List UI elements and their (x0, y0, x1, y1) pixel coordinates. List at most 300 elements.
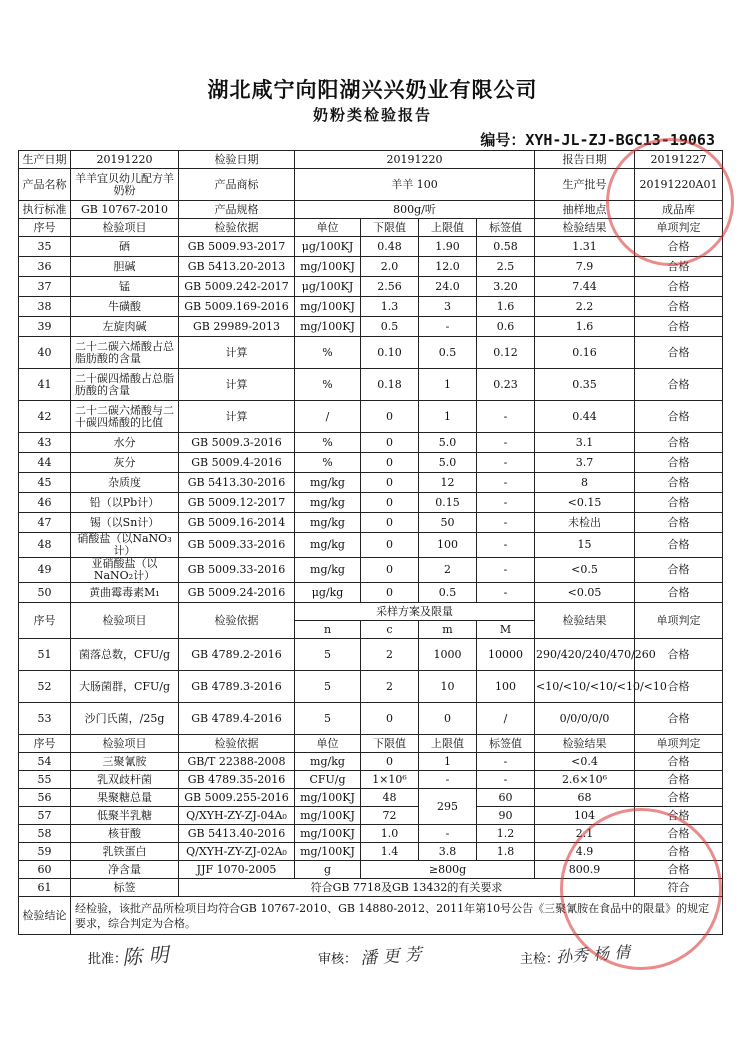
column-header: 检验结果 (535, 735, 635, 753)
table-cell: mg/100KJ (295, 807, 361, 825)
table-cell: 44 (19, 453, 71, 473)
table-cell: 10 (419, 671, 477, 703)
table-cell: 3.20 (477, 277, 535, 297)
table-cell: 49 (19, 558, 71, 583)
table-row (19, 558, 723, 583)
table-cell: 1.6 (535, 317, 635, 337)
table-row (19, 401, 723, 433)
table-cell: GB 5009.4-2016 (179, 453, 295, 473)
approve-signature: 陈 明 (121, 942, 170, 970)
table-cell: GB 4789.2-2016 (179, 639, 295, 671)
table-cell: / (477, 703, 535, 735)
table-cell: - (477, 513, 535, 533)
table-cell: 合格 (635, 583, 723, 603)
table-cell: 5.0 (419, 433, 477, 453)
table-row (19, 753, 723, 771)
table-cell: 100 (419, 533, 477, 558)
table-cell: 2.0 (361, 257, 419, 277)
column-header: 单项判定 (635, 603, 723, 639)
table-cell: 锰 (71, 277, 179, 297)
table-cell: 4.9 (535, 843, 635, 861)
table-cell: 104 (535, 807, 635, 825)
table-row (19, 317, 723, 337)
column-header: 上限值 (419, 735, 477, 753)
table-cell: 41 (19, 369, 71, 401)
table-cell: 47 (19, 513, 71, 533)
column-header: 下限值 (361, 219, 419, 237)
company-title: 湖北咸宁向阳湖兴兴奶业有限公司 (207, 77, 538, 102)
table-cell: 37 (19, 277, 71, 297)
table-cell: 计算 (179, 369, 295, 401)
table-cell: 7.9 (535, 257, 635, 277)
table-cell: 48 (361, 789, 419, 807)
table-cell: / (295, 401, 361, 433)
table-cell: 合格 (635, 639, 723, 671)
table-cell: 合格 (635, 257, 723, 277)
table-cell: g (295, 861, 361, 879)
table-cell: 0 (361, 558, 419, 583)
table-cell: GB 5009.24-2016 (179, 583, 295, 603)
table-cell: 0.16 (535, 337, 635, 369)
table-cell: <0.4 (535, 753, 635, 771)
table-cell: <0.15 (535, 493, 635, 513)
table-cell: 3.8 (419, 843, 477, 861)
table-cell: 1.90 (419, 237, 477, 257)
table-cell: GB 5009.93-2017 (179, 237, 295, 257)
table-row (19, 257, 723, 277)
table-cell: GB 4789.35-2016 (179, 771, 295, 789)
table-cell: 合格 (635, 493, 723, 513)
column-header: 检验结果 (535, 219, 635, 237)
column-header: 检验结果 (535, 603, 635, 639)
info-value: 20191220 (71, 151, 179, 169)
table-cell: 2.1 (535, 825, 635, 843)
table-cell: 合格 (635, 337, 723, 369)
table-row (19, 277, 723, 297)
table-cell: - (477, 583, 535, 603)
table-cell: GB/T 22388-2008 (179, 753, 295, 771)
table-cell: 硒 (71, 237, 179, 257)
table-cell: 42 (19, 401, 71, 433)
table-cell: 合格 (635, 433, 723, 453)
table-cell: 39 (19, 317, 71, 337)
info-label: 检验日期 (179, 151, 295, 169)
table-cell: <0.5 (535, 558, 635, 583)
table-cell: 合格 (635, 453, 723, 473)
table-row (19, 453, 723, 473)
table-cell: mg/100KJ (295, 789, 361, 807)
table-cell: 0.5 (361, 317, 419, 337)
table-row (19, 771, 723, 789)
column-header: 检验依据 (179, 603, 295, 639)
table-cell: 0.35 (535, 369, 635, 401)
table-cell: 52 (19, 671, 71, 703)
table-cell: 净含量 (71, 861, 179, 879)
report-title: 奶粉类检验报告 (312, 106, 432, 124)
report-number: 编号：XYH-JL-ZJ-BGC13-19063 (480, 131, 715, 149)
column-header: 采样方案及限量 (295, 603, 535, 621)
column-header: 序号 (19, 735, 71, 753)
table-cell: 乳双歧杆菌 (71, 771, 179, 789)
inspect-label: 主检： (520, 952, 560, 967)
table-row (19, 583, 723, 603)
table-cell: 295 (419, 789, 477, 825)
table-cell: - (477, 753, 535, 771)
table-cell: 800.9 (535, 861, 635, 879)
table-cell: 1.4 (361, 843, 419, 861)
table-cell: 2.2 (535, 297, 635, 317)
table-cell: GB 5009.255-2016 (179, 789, 295, 807)
inspect-signature: 孙秀 杨 倩 (555, 942, 631, 967)
table-cell: GB 5413.20-2013 (179, 257, 295, 277)
table-cell: - (477, 453, 535, 473)
table-cell: mg/100KJ (295, 257, 361, 277)
table-cell: - (477, 401, 535, 433)
info-value: GB 10767-2010 (71, 201, 179, 219)
info-value: 羊羊 100 (295, 169, 535, 201)
table-cell: Q/XYH-ZY-ZJ-04A₀ (179, 807, 295, 825)
table-cell: 7.44 (535, 277, 635, 297)
table-cell: 48 (19, 533, 71, 558)
table-cell: ≥800g (361, 861, 535, 879)
table-cell: - (419, 771, 477, 789)
table-cell: 0 (361, 401, 419, 433)
table-cell: 0 (361, 753, 419, 771)
table-cell: mg/100KJ (295, 843, 361, 861)
table-cell: mg/100KJ (295, 297, 361, 317)
table-cell: mg/kg (295, 533, 361, 558)
table-cell: 0 (361, 513, 419, 533)
conclusion-label: 检验结论 (19, 897, 71, 935)
table-cell: 100 (477, 671, 535, 703)
table-cell: 60 (19, 861, 71, 879)
table-cell: 锡（以Sn计） (71, 513, 179, 533)
table-cell: 1.0 (361, 825, 419, 843)
column-header: n (295, 621, 361, 639)
table-row (19, 369, 723, 401)
table-cell: 59 (19, 843, 71, 861)
table-cell: 沙门氏菌，/25g (71, 703, 179, 735)
table-cell: 低聚半乳糖 (71, 807, 179, 825)
table-cell: - (477, 771, 535, 789)
table-cell: mg/kg (295, 558, 361, 583)
table-row (19, 513, 723, 533)
table-cell: 0.18 (361, 369, 419, 401)
table-cell: 1.6 (477, 297, 535, 317)
review-signature: 潘 更 芳 (359, 944, 423, 970)
table-cell: 2 (361, 639, 419, 671)
table-cell: 38 (19, 297, 71, 317)
table-cell: 果聚糖总量 (71, 789, 179, 807)
table-cell: 2 (419, 558, 477, 583)
table-cell: 1.2 (477, 825, 535, 843)
table-cell: 未检出 (535, 513, 635, 533)
table-cell: 54 (19, 753, 71, 771)
column-header: 检验项目 (71, 219, 179, 237)
table-cell: GB 5009.169-2016 (179, 297, 295, 317)
column-header: 检验项目 (71, 603, 179, 639)
table-cell: 0/0/0/0/0 (535, 703, 635, 735)
table-cell: 2 (361, 671, 419, 703)
column-header: 检验项目 (71, 735, 179, 753)
table-cell: 符合 (635, 879, 723, 897)
table-cell: 57 (19, 807, 71, 825)
table-cell: - (419, 825, 477, 843)
table-cell: 40 (19, 337, 71, 369)
table-cell: mg/kg (295, 753, 361, 771)
table-cell: - (419, 317, 477, 337)
table-cell: 53 (19, 703, 71, 735)
table-row (19, 789, 723, 807)
table-cell: 符合GB 7718及GB 13432的有关要求 (179, 879, 635, 897)
table-cell: - (477, 473, 535, 493)
table-cell: 0 (419, 703, 477, 735)
table-cell: 50 (419, 513, 477, 533)
table-cell: 合格 (635, 753, 723, 771)
table-cell: 合格 (635, 473, 723, 493)
table-cell: GB 5009.16-2014 (179, 513, 295, 533)
column-header: c (361, 621, 419, 639)
table-cell: 0.6 (477, 317, 535, 337)
table-cell: 0.5 (419, 583, 477, 603)
table-cell: mg/100KJ (295, 317, 361, 337)
table-cell: 胆碱 (71, 257, 179, 277)
table-cell: 合格 (635, 825, 723, 843)
table-cell: 12 (419, 473, 477, 493)
table-cell: 0.58 (477, 237, 535, 257)
table-cell: 杂质度 (71, 473, 179, 493)
table-cell: Q/XYH-ZY-ZJ-02A₀ (179, 843, 295, 861)
info-value: 20191220A01 (635, 169, 723, 201)
table-cell: GB 5009.242-2017 (179, 277, 295, 297)
table-cell: 46 (19, 493, 71, 513)
info-value: 20191227 (635, 151, 723, 169)
table-cell: 2.56 (361, 277, 419, 297)
table-cell: mg/kg (295, 513, 361, 533)
table-cell: 3.1 (535, 433, 635, 453)
micro-header-row (19, 603, 723, 621)
table-cell: 61 (19, 879, 71, 897)
table-cell: 亚硝酸盐（以NaNO₂计） (71, 558, 179, 583)
table-cell: 0.12 (477, 337, 535, 369)
table-row (19, 533, 723, 558)
table-cell: 0 (361, 533, 419, 558)
table-cell: 45 (19, 473, 71, 493)
table-row (19, 473, 723, 493)
table-cell: 2.6×10⁶ (535, 771, 635, 789)
table-cell: 1 (419, 369, 477, 401)
table-cell: 56 (19, 789, 71, 807)
column-header: 单项判定 (635, 735, 723, 753)
info-label: 产品商标 (179, 169, 295, 201)
table-cell: 12.0 (419, 257, 477, 277)
column-header: m (419, 621, 477, 639)
table-cell: 10000 (477, 639, 535, 671)
table-cell: - (477, 493, 535, 513)
info-label: 生产日期 (19, 151, 71, 169)
column-header: 检验依据 (179, 735, 295, 753)
table-cell: 1.3 (361, 297, 419, 317)
table-cell: 二十碳四烯酸占总脂肪酸的含量 (71, 369, 179, 401)
table-cell: 5.0 (419, 453, 477, 473)
column-header: 上限值 (419, 219, 477, 237)
table-cell: 90 (477, 807, 535, 825)
table-cell: 0.5 (419, 337, 477, 369)
table-cell: 合格 (635, 861, 723, 879)
table-cell: 2.5 (477, 257, 535, 277)
table-cell: <0.05 (535, 583, 635, 603)
info-label: 生产批号 (535, 169, 635, 201)
table-cell: % (295, 453, 361, 473)
micro-row (19, 639, 723, 671)
table-cell: GB 5413.40-2016 (179, 825, 295, 843)
table-cell: 菌落总数，CFU/g (71, 639, 179, 671)
column-header: 单项判定 (635, 219, 723, 237)
table-cell: % (295, 337, 361, 369)
table-cell: GB 5009.3-2016 (179, 433, 295, 453)
table-cell: 15 (535, 533, 635, 558)
table-cell: 51 (19, 639, 71, 671)
table-cell: 0.44 (535, 401, 635, 433)
info-value: 20191220 (295, 151, 535, 169)
table-cell: 硝酸盐（以NaNO₃计） (71, 533, 179, 558)
table-cell: 3 (419, 297, 477, 317)
table-cell: 黄曲霉毒素M₁ (71, 583, 179, 603)
info-value: 成品库 (635, 201, 723, 219)
red-seal-stamp (560, 808, 722, 970)
column-header: 单位 (295, 219, 361, 237)
table-cell: 1 (419, 753, 477, 771)
table-cell: 水分 (71, 433, 179, 453)
table-cell: 合格 (635, 807, 723, 825)
info-label: 执行标准 (19, 201, 71, 219)
table-cell: 大肠菌群，CFU/g (71, 671, 179, 703)
table-cell: 0.15 (419, 493, 477, 513)
table-cell: JJF 1070-2005 (179, 861, 295, 879)
table-cell: 核苷酸 (71, 825, 179, 843)
column-header: 下限值 (361, 735, 419, 753)
red-seal-stamp (606, 138, 734, 266)
table-cell: % (295, 433, 361, 453)
conclusion-text: 经检验，该批产品所检项目均符合GB 10767-2010、GB 14880-2012、2011年第10号公告《三聚氰胺在食品中的限量》的规定要求，综合判定为合格。 (71, 897, 723, 935)
table-cell: 合格 (635, 533, 723, 558)
table-cell: 合格 (635, 237, 723, 257)
info-label: 抽样地点 (535, 201, 635, 219)
column-header: 检验依据 (179, 219, 295, 237)
table-cell: 0 (361, 703, 419, 735)
table-cell: GB 5413.30-2016 (179, 473, 295, 493)
table-cell: 合格 (635, 771, 723, 789)
table-cell: μg/kg (295, 583, 361, 603)
table-cell: 标签 (71, 879, 179, 897)
table-row (19, 433, 723, 453)
table-cell: 铅（以Pb计） (71, 493, 179, 513)
table-cell: <10/<10/<10/<10/<10 (535, 671, 635, 703)
table-cell: 0.10 (361, 337, 419, 369)
table-cell: 1000 (419, 639, 477, 671)
approve-label: 批准： (88, 952, 128, 967)
table-cell: GB 5009.12-2017 (179, 493, 295, 513)
table-cell: 合格 (635, 369, 723, 401)
table-cell: - (477, 533, 535, 558)
table-cell: 35 (19, 237, 71, 257)
table-cell: 0 (361, 583, 419, 603)
micro-row (19, 671, 723, 703)
table-cell: 0.23 (477, 369, 535, 401)
table-cell: 55 (19, 771, 71, 789)
info-label: 报告日期 (535, 151, 635, 169)
table-row (19, 493, 723, 513)
table-cell: 乳铁蛋白 (71, 843, 179, 861)
table-cell: 合格 (635, 513, 723, 533)
table-cell: 合格 (635, 297, 723, 317)
table-cell: 合格 (635, 789, 723, 807)
table-cell: 二十二碳六烯酸占总脂肪酸的含量 (71, 337, 179, 369)
table-cell: 1×10⁶ (361, 771, 419, 789)
table-cell: 合格 (635, 843, 723, 861)
table-cell: GB 5009.33-2016 (179, 533, 295, 558)
table-cell: 72 (361, 807, 419, 825)
table-cell: GB 4789.3-2016 (179, 671, 295, 703)
micro-row (19, 703, 723, 735)
table-cell: 24.0 (419, 277, 477, 297)
review-label: 审核： (318, 952, 358, 967)
table-cell: GB 5009.33-2016 (179, 558, 295, 583)
table-cell: 5 (295, 639, 361, 671)
table-cell: 1.31 (535, 237, 635, 257)
table-cell: 合格 (635, 671, 723, 703)
table-cell: 68 (535, 789, 635, 807)
table-cell: 1.8 (477, 843, 535, 861)
table-cell: - (477, 433, 535, 453)
table-cell: 8 (535, 473, 635, 493)
column-header: M (477, 621, 535, 639)
table-row (19, 237, 723, 257)
table-cell: μg/100KJ (295, 277, 361, 297)
table-row (19, 337, 723, 369)
table-cell: 合格 (635, 401, 723, 433)
column-header: 序号 (19, 219, 71, 237)
table-cell: 1 (419, 401, 477, 433)
table-cell: μg/100KJ (295, 237, 361, 257)
table-cell: mg/100KJ (295, 825, 361, 843)
table-cell: mg/kg (295, 493, 361, 513)
table-cell: 合格 (635, 703, 723, 735)
table-cell: 三聚氰胺 (71, 753, 179, 771)
table-cell: 二十二碳六烯酸与二十碳四烯酸的比值 (71, 401, 179, 433)
info-value: 800g/听 (295, 201, 535, 219)
table-cell: % (295, 369, 361, 401)
column-header: 单位 (295, 735, 361, 753)
table-cell: 58 (19, 825, 71, 843)
info-value: 羊羊宜贝幼儿配方羊奶粉 (71, 169, 179, 201)
table-cell: GB 4789.4-2016 (179, 703, 295, 735)
table-cell: mg/kg (295, 473, 361, 493)
table-cell: - (477, 558, 535, 583)
table-cell: 43 (19, 433, 71, 453)
table-cell: 290/420/240/470/260 (535, 639, 635, 671)
table-cell: 牛磺酸 (71, 297, 179, 317)
table-cell: 左旋肉碱 (71, 317, 179, 337)
column-header: 序号 (19, 603, 71, 639)
table-cell: 合格 (635, 277, 723, 297)
info-label: 产品名称 (19, 169, 71, 201)
table-cell: 0 (361, 433, 419, 453)
table-cell: 合格 (635, 317, 723, 337)
table-cell: 0 (361, 493, 419, 513)
table-cell: 0.48 (361, 237, 419, 257)
table-cell: 计算 (179, 401, 295, 433)
